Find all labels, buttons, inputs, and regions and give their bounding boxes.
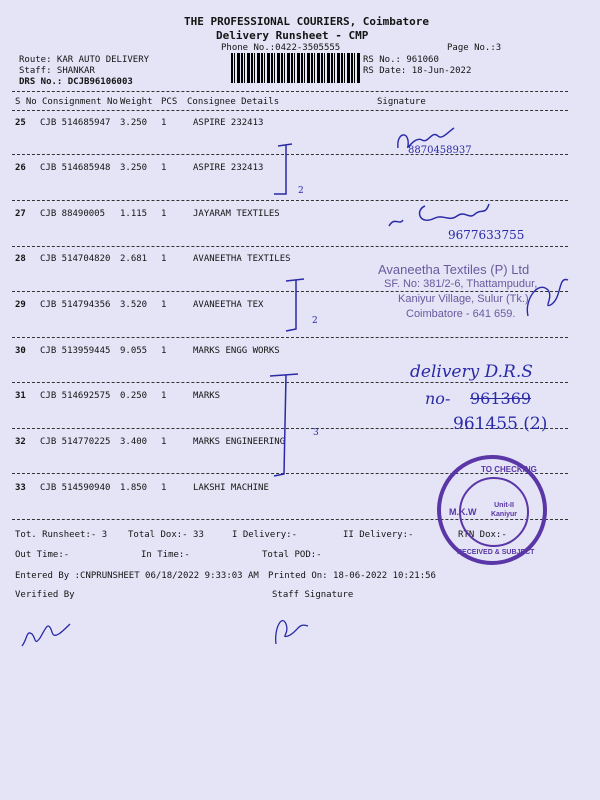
row-consignment: CJB 514692575: [40, 391, 111, 401]
round-stamp-center-text: Unit-II Kaniyur: [490, 502, 518, 518]
row-weight: 3.520: [120, 300, 148, 310]
document-title: Delivery Runsheet - CMP: [216, 29, 369, 42]
row-sno: 29: [15, 300, 26, 310]
row-sno: 32: [15, 437, 26, 447]
row-pcs: 1: [161, 300, 167, 310]
handwritten-corrected-number: 961455 (2): [453, 414, 548, 434]
barcode: [231, 53, 361, 83]
row-weight: 9.055: [120, 346, 148, 356]
row-divider: [12, 246, 568, 247]
company-stamp: [378, 262, 537, 322]
handwritten-no-label: no-: [425, 389, 451, 408]
row-pcs: 1: [161, 346, 167, 356]
stamp-address-2: Kaniyur Village, Sulur (Tk.): [398, 293, 529, 305]
stamp-address-3: Coimbatore - 641 659.: [406, 308, 516, 320]
total-runsheet: Tot. Runsheet:- 3: [15, 530, 108, 540]
row-weight: 0.250: [120, 391, 148, 401]
drs-number: DRS No.: DCJB96106003: [19, 77, 133, 87]
rtn-dox: RTN Dox:-: [458, 530, 507, 540]
handwritten-count-2: 2: [312, 316, 318, 326]
col-header-signature: Signature: [377, 97, 426, 107]
row-sno: 27: [15, 209, 26, 219]
row-consignee: MARKS: [193, 391, 221, 401]
row-weight: 3.250: [120, 163, 148, 173]
row-consignee: ASPIRE 232413: [193, 163, 264, 173]
row-pcs: 1: [161, 391, 167, 401]
round-stamp-top-text: TO CHECKING: [481, 465, 537, 474]
handwritten-count-1: 2: [298, 186, 304, 196]
verified-by-label: Verified By: [15, 590, 75, 600]
row-consignment: CJB 514685948: [40, 163, 111, 173]
ii-delivery: II Delivery:-: [343, 530, 414, 540]
col-header-pcs: PCS: [161, 97, 178, 107]
rs-date: RS Date: 18-Jun-2022: [363, 66, 472, 76]
row-pcs: 1: [161, 209, 167, 219]
row-weight: 3.250: [120, 118, 148, 128]
round-stamp-bottom-text: RECEIVED & SUBJECT: [457, 549, 535, 556]
row-weight: 2.681: [120, 254, 148, 264]
entered-by: Entered By :CNPRUNSHEET 06/18/2022 9:33:03 AM: [15, 571, 259, 581]
stamp-company-name: Avaneetha Textiles (P) Ltd: [378, 262, 530, 277]
row-consignee: ASPIRE 232413: [193, 118, 264, 128]
page-number: Page No.:3: [447, 43, 502, 53]
row-consignee: AVANEETHA TEX: [193, 300, 264, 310]
col-header-consignment: Consignment No: [42, 97, 118, 107]
row-pcs: 1: [161, 118, 167, 128]
header-bottom-divider: [12, 110, 568, 111]
out-time: Out Time:-: [15, 550, 70, 560]
row-consignment: CJB 514704820: [40, 254, 111, 264]
row-consignee: LAKSHI MACHINE: [193, 483, 269, 493]
row-consignee: MARKS ENGINEERING: [193, 437, 286, 447]
row-consignment: CJB 513959445: [40, 346, 111, 356]
row-weight: 1.115: [120, 209, 148, 219]
handwritten-count-3: 3: [313, 428, 319, 438]
stamp-address-1: SF. No: 381/2-6, Thattampudur,: [384, 278, 538, 290]
handwritten-struck-number: 961369: [470, 389, 532, 408]
total-pod: Total POD:-: [262, 550, 322, 560]
row-sno: 28: [15, 254, 26, 264]
phone-number: Phone No.:0422-3505555: [221, 43, 341, 53]
total-dox: Total Dox:- 33: [128, 530, 204, 540]
header-top-divider: [12, 91, 568, 92]
row-pcs: 1: [161, 254, 167, 264]
row-divider: [12, 337, 568, 338]
handwritten-delivery-note: delivery D.R.S: [410, 362, 533, 382]
row-sno: 31: [15, 391, 26, 401]
i-delivery: I Delivery:-: [232, 530, 298, 540]
row-consignee: JAYARAM TEXTILES: [193, 209, 280, 219]
route-label: Route: KAR AUTO DELIVERY: [19, 55, 150, 65]
row-consignment: CJB 514794356: [40, 300, 111, 310]
rs-number: RS No.: 961060: [363, 55, 439, 65]
row-consignment: CJB 514590940: [40, 483, 111, 493]
col-header-sno: S No: [15, 97, 37, 107]
row-sno: 25: [15, 118, 26, 128]
row-sno: 30: [15, 346, 26, 356]
row-pcs: 1: [161, 163, 167, 173]
row-pcs: 1: [161, 483, 167, 493]
col-header-weight: Weight: [120, 97, 153, 107]
printed-on: Printed On: 18-06-2022 10:21:56: [268, 571, 436, 581]
row-consignee: MARKS ENGG WORKS: [193, 346, 280, 356]
col-header-consignee: Consignee Details: [187, 97, 280, 107]
row-consignment: CJB 514770225: [40, 437, 111, 447]
row-pcs: 1: [161, 437, 167, 447]
in-time: In Time:-: [141, 550, 190, 560]
row-sno: 26: [15, 163, 26, 173]
round-stamp-left-text: M.K.W: [449, 507, 477, 517]
row-sno: 33: [15, 483, 26, 493]
staff-signature-label: Staff Signature: [272, 590, 354, 600]
row-weight: 3.400: [120, 437, 148, 447]
row-consignment: CJB 514685947: [40, 118, 111, 128]
company-name: THE PROFESSIONAL COURIERS, Coimbatore: [184, 15, 430, 28]
handwritten-phone-2: 9677633755: [448, 228, 525, 242]
staff-label: Staff: SHANKAR: [19, 66, 95, 76]
round-stamp: [437, 455, 547, 565]
row-consignee: AVANEETHA TEXTILES: [193, 254, 291, 264]
row-consignment: CJB 88490005: [40, 209, 106, 219]
row-weight: 1.850: [120, 483, 148, 493]
handwritten-phone-1: 8870458937: [408, 145, 472, 156]
